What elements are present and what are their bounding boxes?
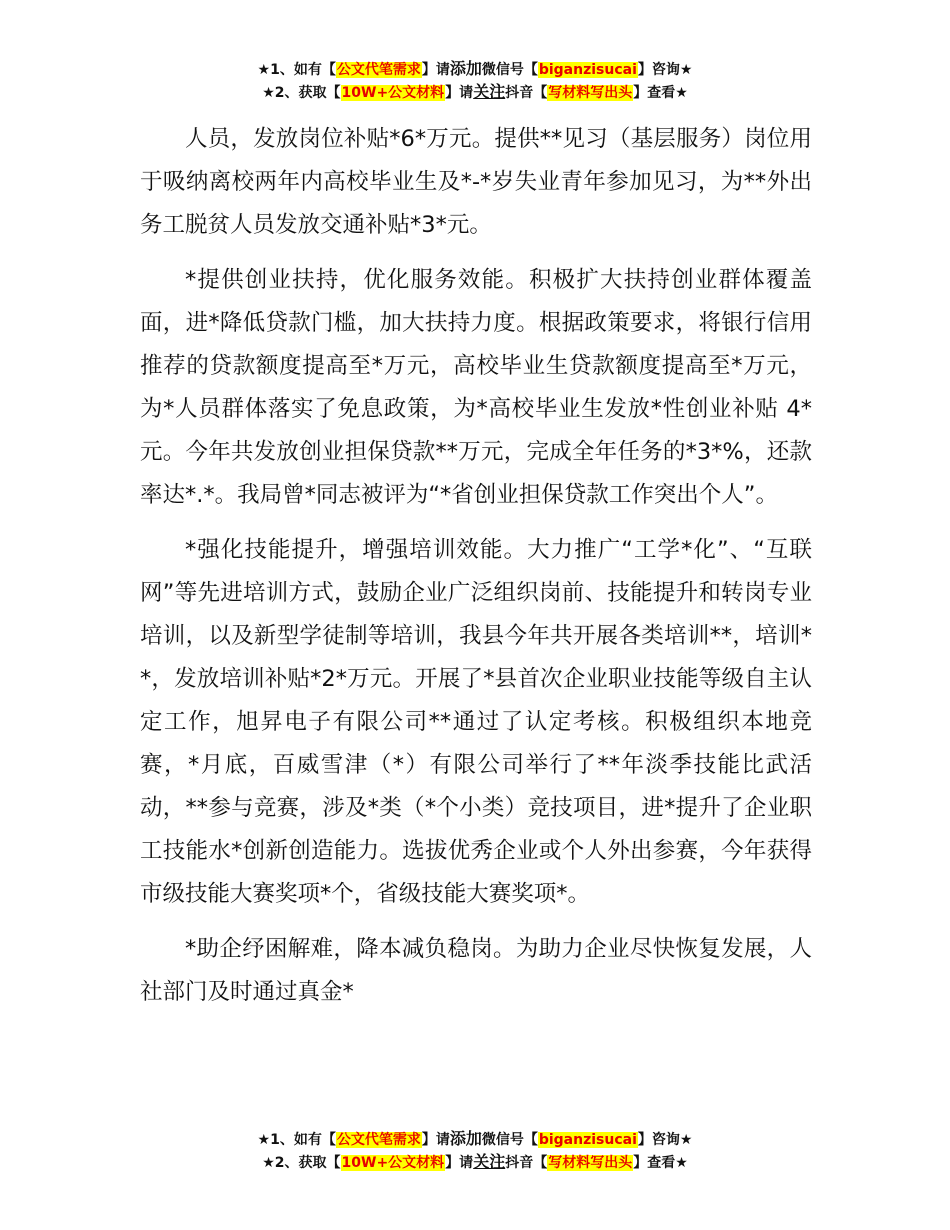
- paragraph: *提供创业扶持，优化服务效能。积极扩大扶持创业群体覆盖面，进*降低贷款门槛，加大扶持力度。根据政策要求，将银行信用推荐的贷款额度提高至*万元，高校毕业生贷款额度提高至*万元，为*人员群体落实了免息政策，为*高校毕业生发放*性创业补贴 4*元。今年共发放创业担保贷款**万元，完成全年任务的*3*%，还款率达*.*。我局曾*同志被评为“*省创业担保贷款工作突出个人”。: [140, 267, 812, 508]
- banner-emphasis: 添加: [449, 59, 482, 78]
- banner-emphasis: 关注: [473, 82, 506, 101]
- banner-text: 抖音【: [505, 85, 548, 101]
- highlight-wechat-id: biganzisucai: [538, 62, 637, 78]
- document-body: [140, 118, 812, 1026]
- banner-text: 】请: [421, 1132, 450, 1148]
- paragraph: 人员，发放岗位补贴*6*万元。提供**见习（基层服务）岗位用于吸纳离校两年内高校毕业生及*-*岁失业青年参加见习，为**外出务工脱贫人员发放交通补贴*3*元。: [140, 126, 812, 238]
- banner-text: 】咨询★: [637, 1132, 693, 1148]
- footer-banner: [0, 1128, 950, 1174]
- banner-text: 】请: [445, 1155, 474, 1171]
- highlight-wechat-id: biganzisucai: [538, 1132, 637, 1148]
- banner-text: ★1、如有【: [257, 62, 336, 78]
- banner-text: 抖音【: [505, 1155, 548, 1171]
- banner-text: 微信号【: [481, 62, 538, 78]
- banner-text: 微信号【: [481, 1132, 538, 1148]
- banner-text: ★2、获取【: [262, 85, 341, 101]
- banner-text: 】请: [421, 62, 450, 78]
- banner-line-1: [0, 1128, 950, 1151]
- banner-text: 】咨询★: [637, 62, 693, 78]
- highlight-materials: 10W+公文材料: [341, 1155, 445, 1171]
- banner-text: ★2、获取【: [262, 1155, 341, 1171]
- highlight-douyin: 写材料写出头: [548, 1155, 633, 1171]
- paragraph: *强化技能提升，增强培训效能。大力推广“工学*化”、“互联网”等先进培训方式，鼓励企业广泛组织岗前、技能提升和转岗专业培训，以及新型学徒制等培训，我县今年共开展各类培训**，培训**，发放培训补贴*2*万元。开展了*县首次企业职业技能等级自主认定工作，旭昇电子有限公司**通过了认定考核。积极组织本地竞赛，*月底，百威雪津（*）有限公司举行了**年淡季技能比武活动，**参与竞赛，涉及*类（*个小类）竞技项目，进*提升了企业职工技能水*创新创造能力。选拔优秀企业或个人外出参赛，今年获得市级技能大赛奖项*个，省级技能大赛奖项*。: [140, 537, 812, 907]
- banner-emphasis: 关注: [473, 1152, 506, 1171]
- banner-line-1: [0, 58, 950, 81]
- banner-line-2: [0, 81, 950, 104]
- highlight-materials: 10W+公文材料: [341, 85, 445, 101]
- banner-text: 】查看★: [633, 85, 688, 101]
- highlight-service: 公文代笔需求: [336, 62, 421, 78]
- banner-emphasis: 添加: [449, 1129, 482, 1148]
- header-banner: [0, 58, 950, 104]
- highlight-service: 公文代笔需求: [336, 1132, 421, 1148]
- paragraph: *助企纾困解难，降本减负稳岗。为助力企业尽快恢复发展，人社部门及时通过真金*: [140, 936, 812, 1005]
- banner-text: 】请: [445, 85, 474, 101]
- banner-line-2: [0, 1151, 950, 1174]
- banner-text: ★1、如有【: [257, 1132, 336, 1148]
- banner-text: 】查看★: [633, 1155, 688, 1171]
- highlight-douyin: 写材料写出头: [548, 85, 633, 101]
